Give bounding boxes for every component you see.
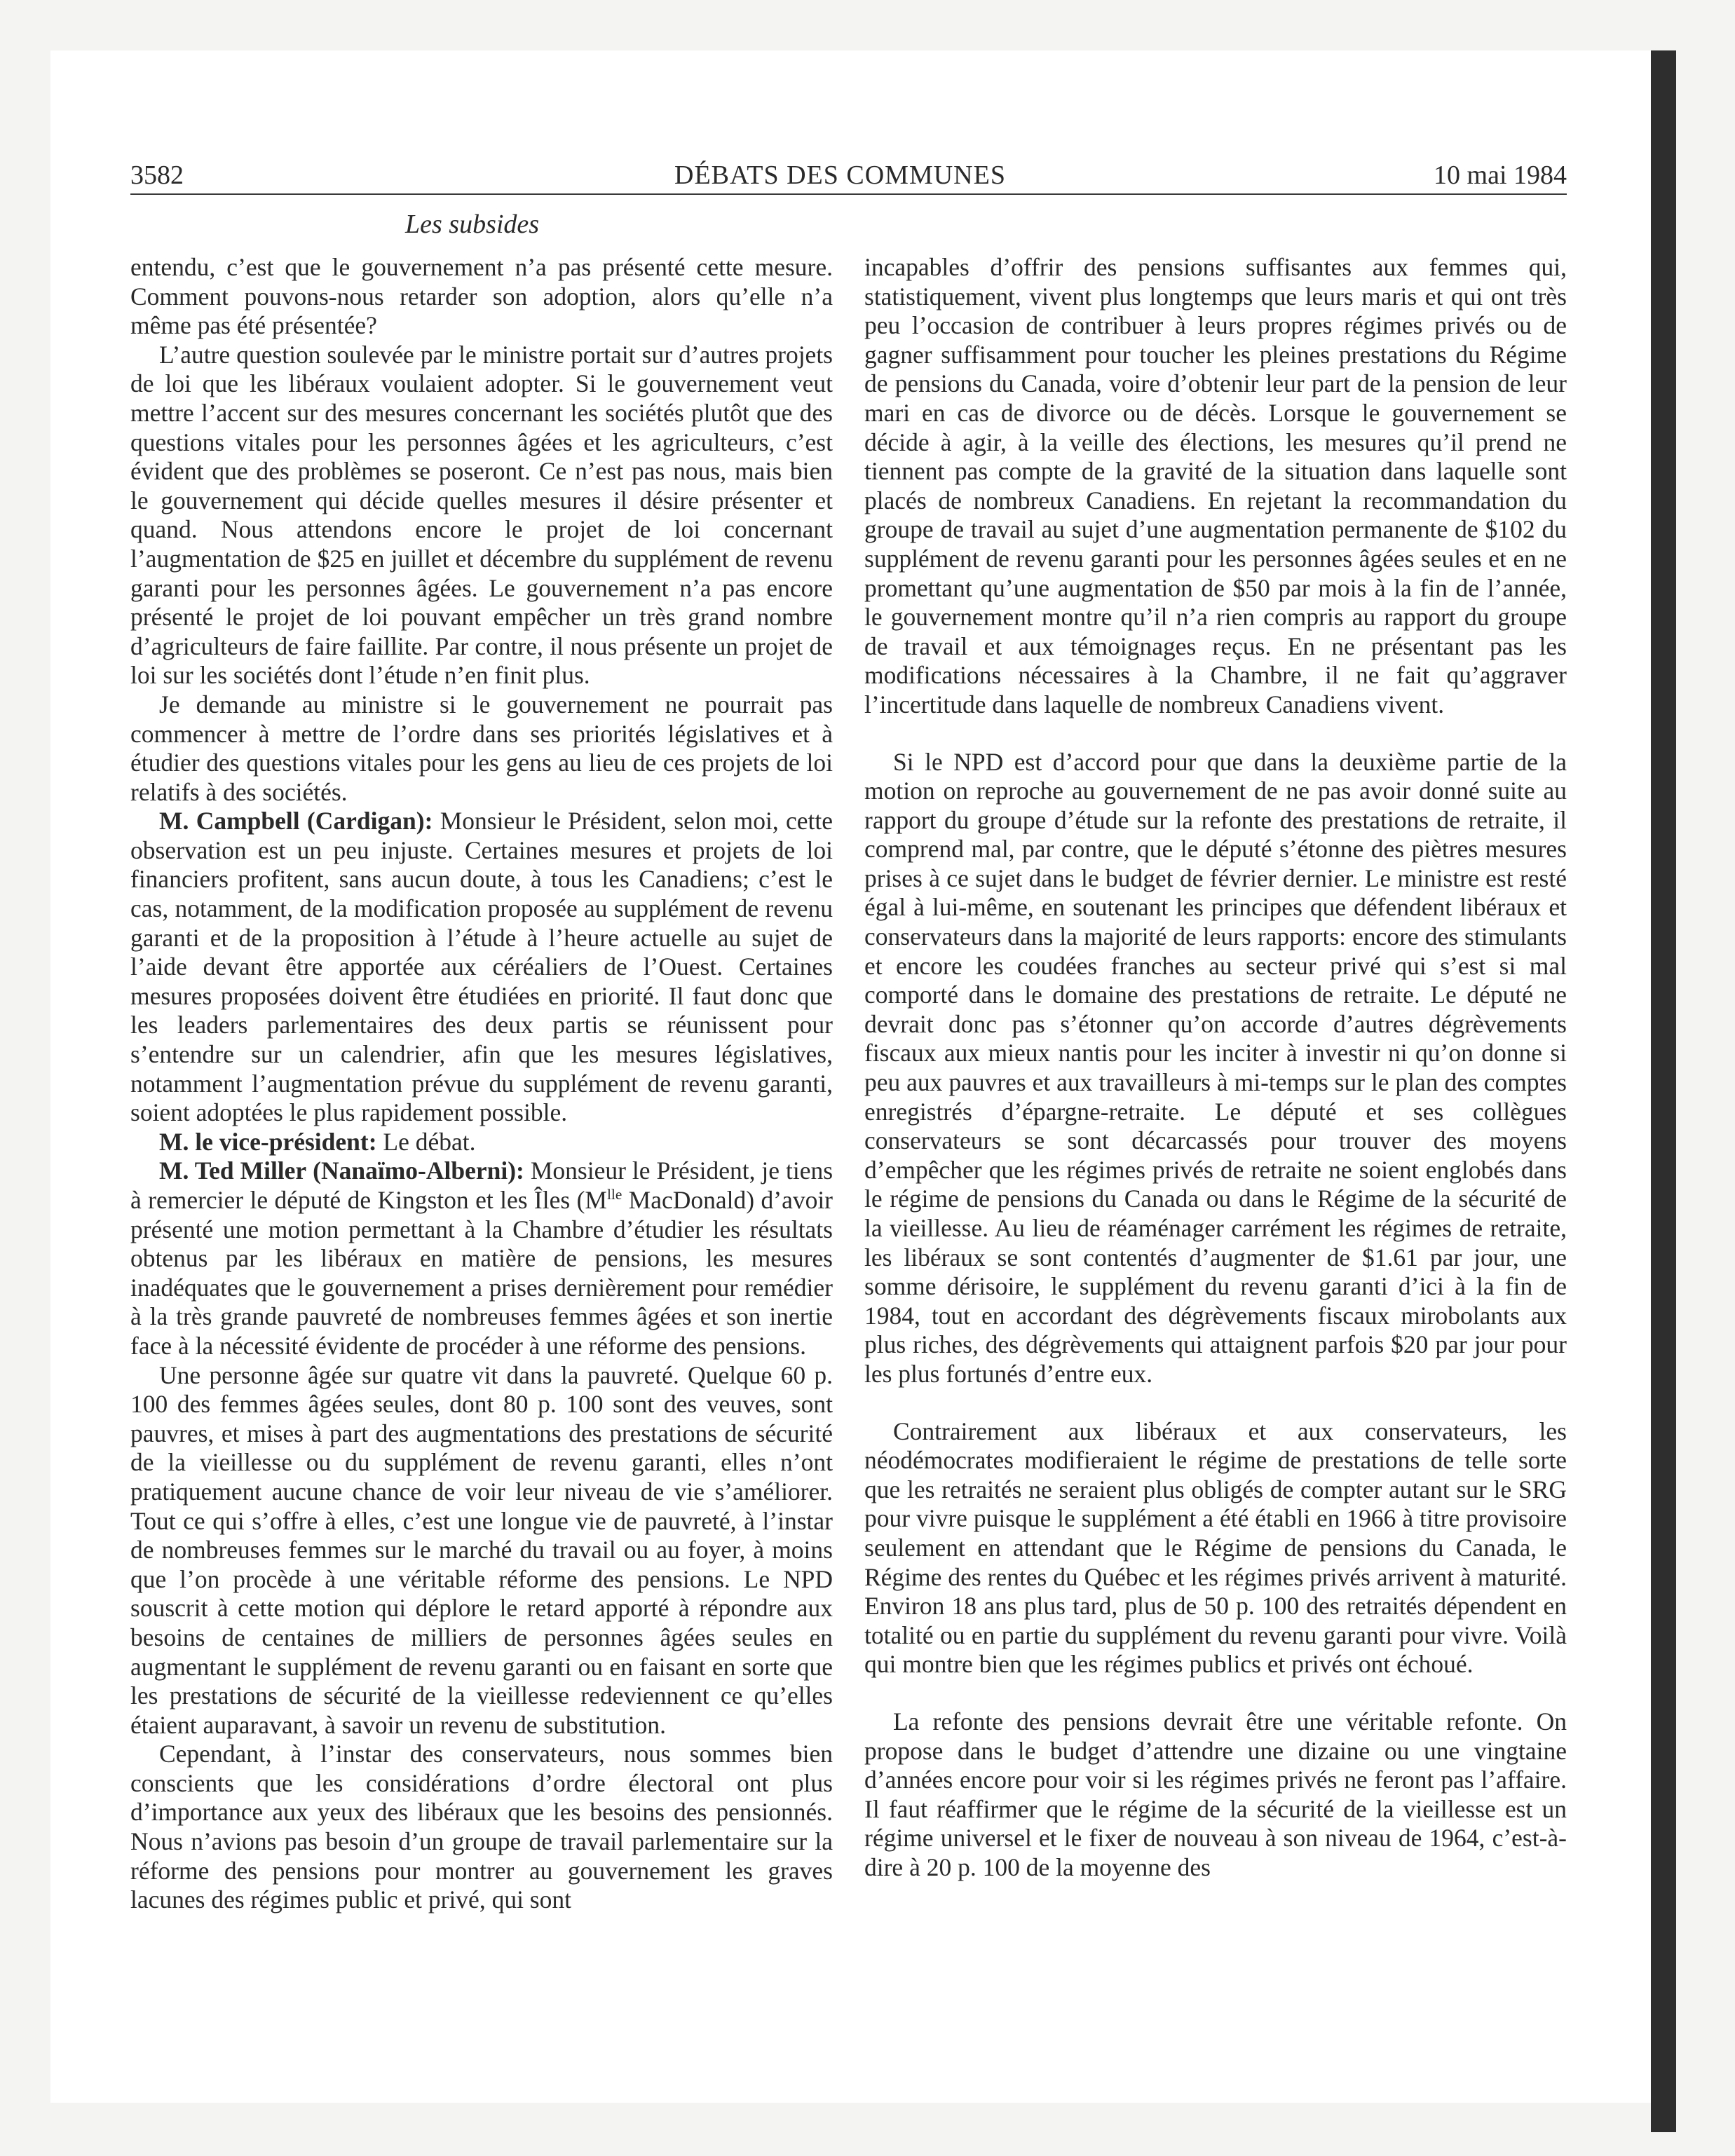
- section-title: Les subsides: [405, 210, 540, 239]
- header-rule: [130, 193, 1567, 195]
- speech-text: Monsieur le Président, selon moi, cette observation est un peu injuste. Certaines mesures et projets de loi financiers profitent, sans aucun doute, à tous les Canadiens; c’est le cas, notamment, de la modification proposée au supplément de revenu garanti et de la proposition à l’étude à l’heure actuelle au sujet de l’aide devant être apportée aux céréaliers de l’Ouest. Certaines mesures proposées doivent être étudiées en priorité. Il faut donc que les leaders parlementaires des deux partis se réunissent pour s’entendre sur un calendrier, afin que les mesures législatives, notamment l’augmentation prévue du supplément de revenu garanti, soient adoptées le plus rapidement possible.: [130, 807, 833, 1127]
- text-column-right: [864, 253, 1567, 1882]
- speech-paragraph: [130, 807, 833, 1128]
- paragraph: Une personne âgée sur quatre vit dans la pauvreté. Quelque 60 p. 100 des femmes âgées seules, dont 80 p. 100 sont des veuves, sont pauvres, et mises à part des augmentations des prestations de sécurité de la vieillesse ou du supplément de revenu garanti, elles n’ont pratiquement aucune chance de voir leur niveau de vie s’améliorer. Tout ce qui s’offre à elles, c’est une longue vie de pauvreté, à l’instar de nombreuses femmes sur le marché du travail ou au foyer, à moins que l’on procède à une véritable réforme des pensions. Le NPD souscrit à cette motion qui déplore le retard apporté à répondre aux besoins de centaines de milliers de personnes âgées seules en augmentant le supplément de revenu garanti ou en faisant en sorte que les prestations de sécurité de la vieillesse redeviennent ce qu’elles étaient auparavant, à savoir un revenu de substitution.: [130, 1360, 833, 1739]
- speech-text: Monsieur le Président, je tiens à remercier le député de Kingston et les Îles (M: [130, 1157, 834, 1214]
- speech-text: Le débat.: [383, 1127, 476, 1156]
- running-title: DÉBATS DES COMMUNES: [674, 161, 1006, 190]
- title-superscript: lle: [606, 1186, 622, 1203]
- speech-paragraph: [130, 1157, 833, 1360]
- speaker-name: M. Ted Miller: [159, 1157, 307, 1185]
- paragraph: L’autre question soulevée par le ministre portait sur d’autres projets de loi que les libéraux voulaient adopter. Si le gouvernement veut mettre l’accent sur des mesures concernant les sociétés plutôt que des questions vitales pour les personnes âgées et les agriculteurs, c’est évident que des problèmes se poseront. Ce n’est pas nous, mais bien le gouvernement qui décide quelles mesures il désire présenter et quand. Nous attendons encore le projet de loi concernant l’augmentation de $25 en juillet et décembre du supplément de revenu garanti pour les personnes âgées. Le gouvernement n’a pas encore présenté le projet de loi pouvant empêcher un très grand nombre d’agriculteurs de faire faillite. Par contre, il nous présente un projet de loi sur les sociétés dont l’étude n’en finit plus.: [130, 340, 833, 690]
- page-number: 3582: [130, 161, 184, 190]
- issue-date: 10 mai 1984: [1434, 161, 1567, 190]
- speech-paragraph: [130, 1128, 833, 1157]
- paragraph: Contrairement aux libéraux et aux conservateurs, les néodémocrates modifieraient le régime de prestations de telle sorte que les retraités ne seraient plus obligés de compter autant sur le SRG pour vivre puisque le supplément a été établi en 1966 à titre provisoire seulement en attendant que le Régime de pensions du Canada, le Régime des rentes du Québec et les régimes privés arrivent à maturité. Environ 18 ans plus tard, plus de 50 p. 100 des retraités dépendent en totalité ou en partie du supplément du revenu garanti pour vivre. Voilà qui montre bien que les régimes publics et privés ont échoué.: [864, 1417, 1567, 1679]
- speech-text: MacDonald) d’avoir présenté une motion permettant à la Chambre d’étudier les résultats obtenus par les libéraux en matière de pensions, les mesures inadéquates que le gouvernement a prises dernièrement pour remédier à la très grande pauvreté de nombreuses femmes âgées et son inertie face à la nécessité évidente de procéder à une réforme des pensions.: [130, 1186, 834, 1360]
- speaker-name: M. le vice-président:: [159, 1127, 377, 1156]
- speaker-name: M. Campbell (Cardigan):: [159, 807, 433, 835]
- paragraph: Cependant, à l’instar des conservateurs, nous sommes bien conscients que les considérations d’ordre électoral ont plus d’importance aux yeux des libéraux que les besoins des pensionnés. Nous n’avions pas besoin d’un groupe de travail parlementaire sur la réforme des pensions pour montrer au gouvernement les graves lacunes des régimes public et privé, qui sont: [130, 1740, 833, 1914]
- paragraph: Je demande au ministre si le gouvernement ne pourrait pas commencer à mettre de l’ordre dans ses priorités législatives et à étudier des questions vitales pour les gens au lieu de ces projets de loi relatifs à des sociétés.: [130, 690, 833, 806]
- paragraph: Si le NPD est d’accord pour que dans la deuxième partie de la motion on reproche au gouvernement de ne pas avoir donné suite au rapport du groupe d’étude sur la refonte des prestations de retraite, il comprend mal, par contre, que le député s’étonne des piètres mesures prises à ce sujet dans le budget de février dernier. Le ministre est resté égal à lui-même, en soutenant les principes que défendent libéraux et conservateurs dans la majorité de leurs rapports: encore des stimulants et encore les coudées franches au secteur privé qui s’est si mal comporté dans le domaine des prestations de retraite. Le député ne devrait donc pas s’étonner qu’on accorde d’autres dégrèvements fiscaux aux mieux nantis pour les inciter à investir ni qu’on donne si peu aux pauvres et aux travailleurs à mi-temps sur le plan des comptes enregistrés d’épargne-retraite. Le député et ses collègues conservateurs se sont décarcassés pour trouver des moyens d’empêcher que les régimes privés de retraite ne soient englobés dans le régime de pensions du Canada ou dans le Régime de la sécurité de la vieillesse. Au lieu de réaménager carrément les régimes de retraite, les libéraux se sont contentés d’augmenter de $1.61 par jour, une somme dérisoire, le supplément du revenu garanti d’ici à la fin de 1984, tout en accordant des dégrèvements fiscaux mirobolants aux plus riches, des dégrèvements qui attaignent parfois $20 par jour pour les plus fortunés d’entre eux.: [864, 747, 1567, 1388]
- scan-edge-bar: [1651, 50, 1676, 2132]
- paragraph: entendu, c’est que le gouvernement n’a pas présenté cette mesure. Comment pouvons-nous retarder son adoption, alors qu’elle n’a même pas été présentée?: [130, 253, 833, 340]
- speaker-riding: (Nanaïmo-Alberni):: [313, 1157, 524, 1185]
- paragraph: incapables d’offrir des pensions suffisantes aux femmes qui, statistiquement, vivent plus longtemps que leurs maris et qui ont très peu l’occasion de contribuer à leurs propres régimes privés ou de gagner suffisamment pour toucher les pleines prestations du Régime de pensions du Canada, voire d’obtenir leur part de la pension de leur mari en cas de divorce ou de décès. Lorsque le gouvernement se décide à agir, à la veille des élections, les mesures qu’il prend ne tiennent pas compte de la gravité de la situation dans laquelle sont placés de nombreux Canadiens. En rejetant la recommandation du groupe de travail au sujet d’une augmentation permanente de $102 du supplément de revenu garanti pour les personnes âgées seules et en ne promettant qu’une augmentation de $50 par mois à la fin de l’année, le gouvernement montre qu’il n’a rien compris au rapport du groupe de travail et aux témoignages reçus. En ne présentant pas les modifications nécessaires à la Chambre, il ne fait qu’aggraver l’incertitude dans laquelle de nombreux Canadiens vivent.: [864, 253, 1567, 718]
- paragraph: La refonte des pensions devrait être une véritable refonte. On propose dans le budget d’attendre une dizaine ou une vingtaine d’années encore pour voir si les régimes privés ne feront pas l’affaire. Il faut réaffirmer que le régime de la sécurité de la vieillesse est un régime universel et le fixer de nouveau à son niveau de 1964, c’est-à-dire à 20 p. 100 de la moyenne des: [864, 1707, 1567, 1881]
- text-column-left: [130, 253, 833, 1915]
